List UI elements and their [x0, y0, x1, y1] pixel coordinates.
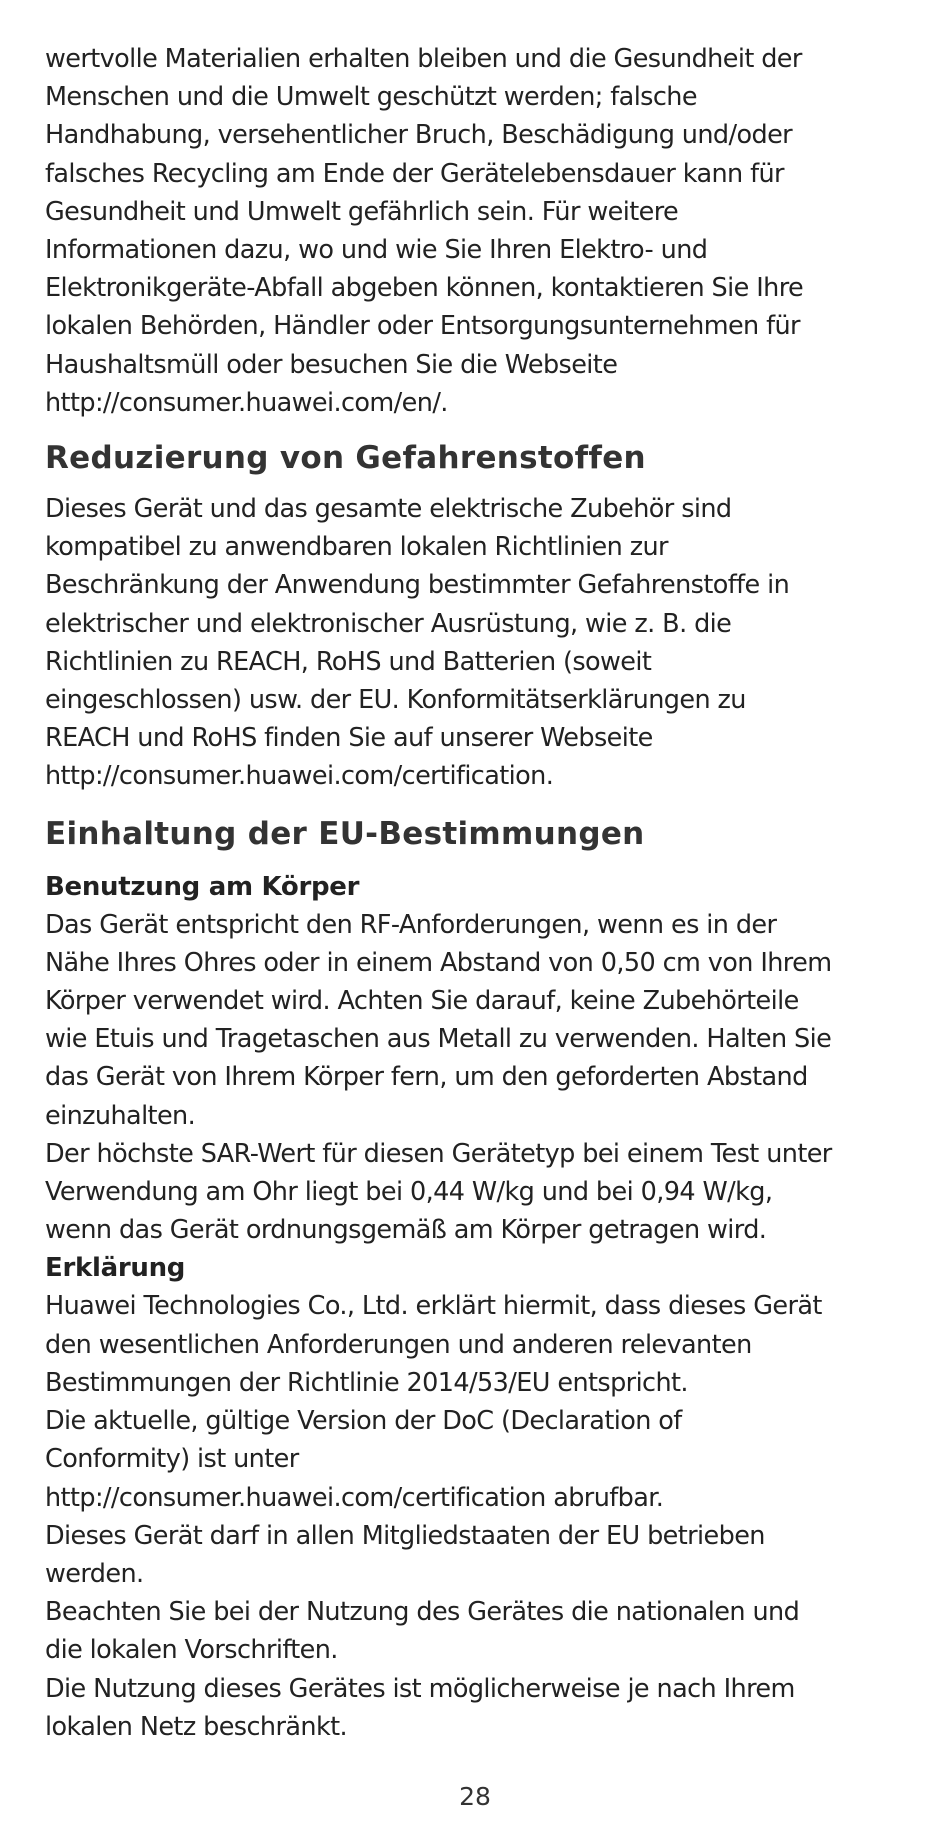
- text-line: Richtlinien zu REACH, RoHS und Batterien (soweit: [45, 646, 652, 677]
- text-line: einzuhalten.: [45, 1100, 196, 1131]
- text-line: Dieses Gerät und das gesamte elektrische Zubehör sind: [45, 494, 732, 525]
- koerper-paragraph: [45, 906, 865, 1250]
- text-line: Nähe Ihres Ohres oder in einem Abstand von 0,50 cm von Ihrem: [45, 947, 832, 978]
- text-line: die lokalen Vorschriften.: [45, 1635, 338, 1666]
- text-line: Beachten Sie bei der Nutzung des Gerätes die nationalen und: [45, 1597, 800, 1628]
- section-heading-reduzierung: Reduzierung von Gefahrenstoffen: [45, 440, 646, 477]
- text-line: Verwendung am Ohr liegt bei 0,44 W/kg und bei 0,94 W/kg,: [45, 1177, 773, 1208]
- text-line: falsches Recycling am Ende der Gerätelebensdauer kann für: [45, 158, 784, 189]
- text-line: das Gerät von Ihrem Körper fern, um den geforderten Abstand: [45, 1062, 808, 1093]
- text-line: lokalen Netz beschränkt.: [45, 1711, 348, 1742]
- text-line: wie Etuis und Tragetaschen aus Metall zu verwenden. Halten Sie: [45, 1024, 832, 1055]
- text-line: Dieses Gerät darf in allen Mitgliedstaaten der EU betrieben: [45, 1520, 765, 1551]
- text-line: wenn das Gerät ordnungsgemäß am Körper getragen wird.: [45, 1215, 767, 1246]
- page-number: 28: [459, 1782, 491, 1811]
- text-line: Menschen und die Umwelt geschützt werden; falsche: [45, 82, 697, 113]
- reduzierung-paragraph: [45, 490, 865, 796]
- subheading-koerper: Benutzung am Körper: [45, 871, 360, 902]
- text-line: Informationen dazu, wo und wie Sie Ihren Elektro- und: [45, 235, 708, 266]
- text-line: kompatibel zu anwendbaren lokalen Richtlinien zur: [45, 532, 668, 563]
- text-line: Gesundheit und Umwelt gefährlich sein. Für weitere: [45, 196, 679, 227]
- text-line: elektrischer und elektronischer Ausrüstung, wie z. B. die: [45, 608, 732, 639]
- text-line: Die Nutzung dieses Gerätes ist möglicherweise je nach Ihrem: [45, 1673, 795, 1704]
- text-line: Der höchste SAR-Wert für diesen Gerätetyp bei einem Test unter: [45, 1138, 832, 1169]
- text-line: lokalen Behörden, Händler oder Entsorgungsunternehmen für: [45, 311, 800, 342]
- text-line: eingeschlossen) usw. der EU. Konformitätserklärungen zu: [45, 685, 746, 716]
- text-line: http://consumer.huawei.com/en/.: [45, 387, 448, 418]
- text-line: Elektronikgeräte-Abfall abgeben können, kontaktieren Sie Ihre: [45, 273, 804, 304]
- text-line: Das Gerät entspricht den RF-Anforderungen, wenn es in der: [45, 909, 777, 940]
- document-page: [45, 40, 865, 1746]
- subheading-erklaerung: Erklärung: [45, 1253, 186, 1284]
- text-line: Bestimmungen der Richtlinie 2014/53/EU entspricht.: [45, 1367, 688, 1398]
- intro-paragraph: [45, 40, 865, 422]
- text-line: Körper verwendet wird. Achten Sie darauf, keine Zubehörteile: [45, 986, 799, 1017]
- erklaerung-paragraph: [45, 1287, 865, 1745]
- text-line: Haushaltsmüll oder besuchen Sie die Webseite: [45, 349, 618, 380]
- text-line: den wesentlichen Anforderungen und anderen relevanten: [45, 1329, 752, 1360]
- text-line: Beschränkung der Anwendung bestimmter Gefahrenstoffe in: [45, 570, 790, 601]
- text-line: Die aktuelle, gültige Version der DoC (Declaration of: [45, 1406, 682, 1437]
- text-line: Conformity) ist unter: [45, 1444, 299, 1475]
- text-line: Huawei Technologies Co., Ltd. erklärt hiermit, dass dieses Gerät: [45, 1291, 822, 1322]
- text-line: REACH und RoHS finden Sie auf unserer Webseite: [45, 723, 653, 754]
- text-line: Handhabung, versehentlicher Bruch, Beschädigung und/oder: [45, 120, 793, 151]
- text-line: wertvolle Materialien erhalten bleiben und die Gesundheit der: [45, 44, 802, 74]
- text-line: werden.: [45, 1558, 144, 1589]
- text-line: http://consumer.huawei.com/certification.: [45, 761, 554, 792]
- section-heading-eu: Einhaltung der EU-Bestimmungen: [45, 815, 645, 852]
- text-line: http://consumer.huawei.com/certification abrufbar.: [45, 1482, 664, 1513]
